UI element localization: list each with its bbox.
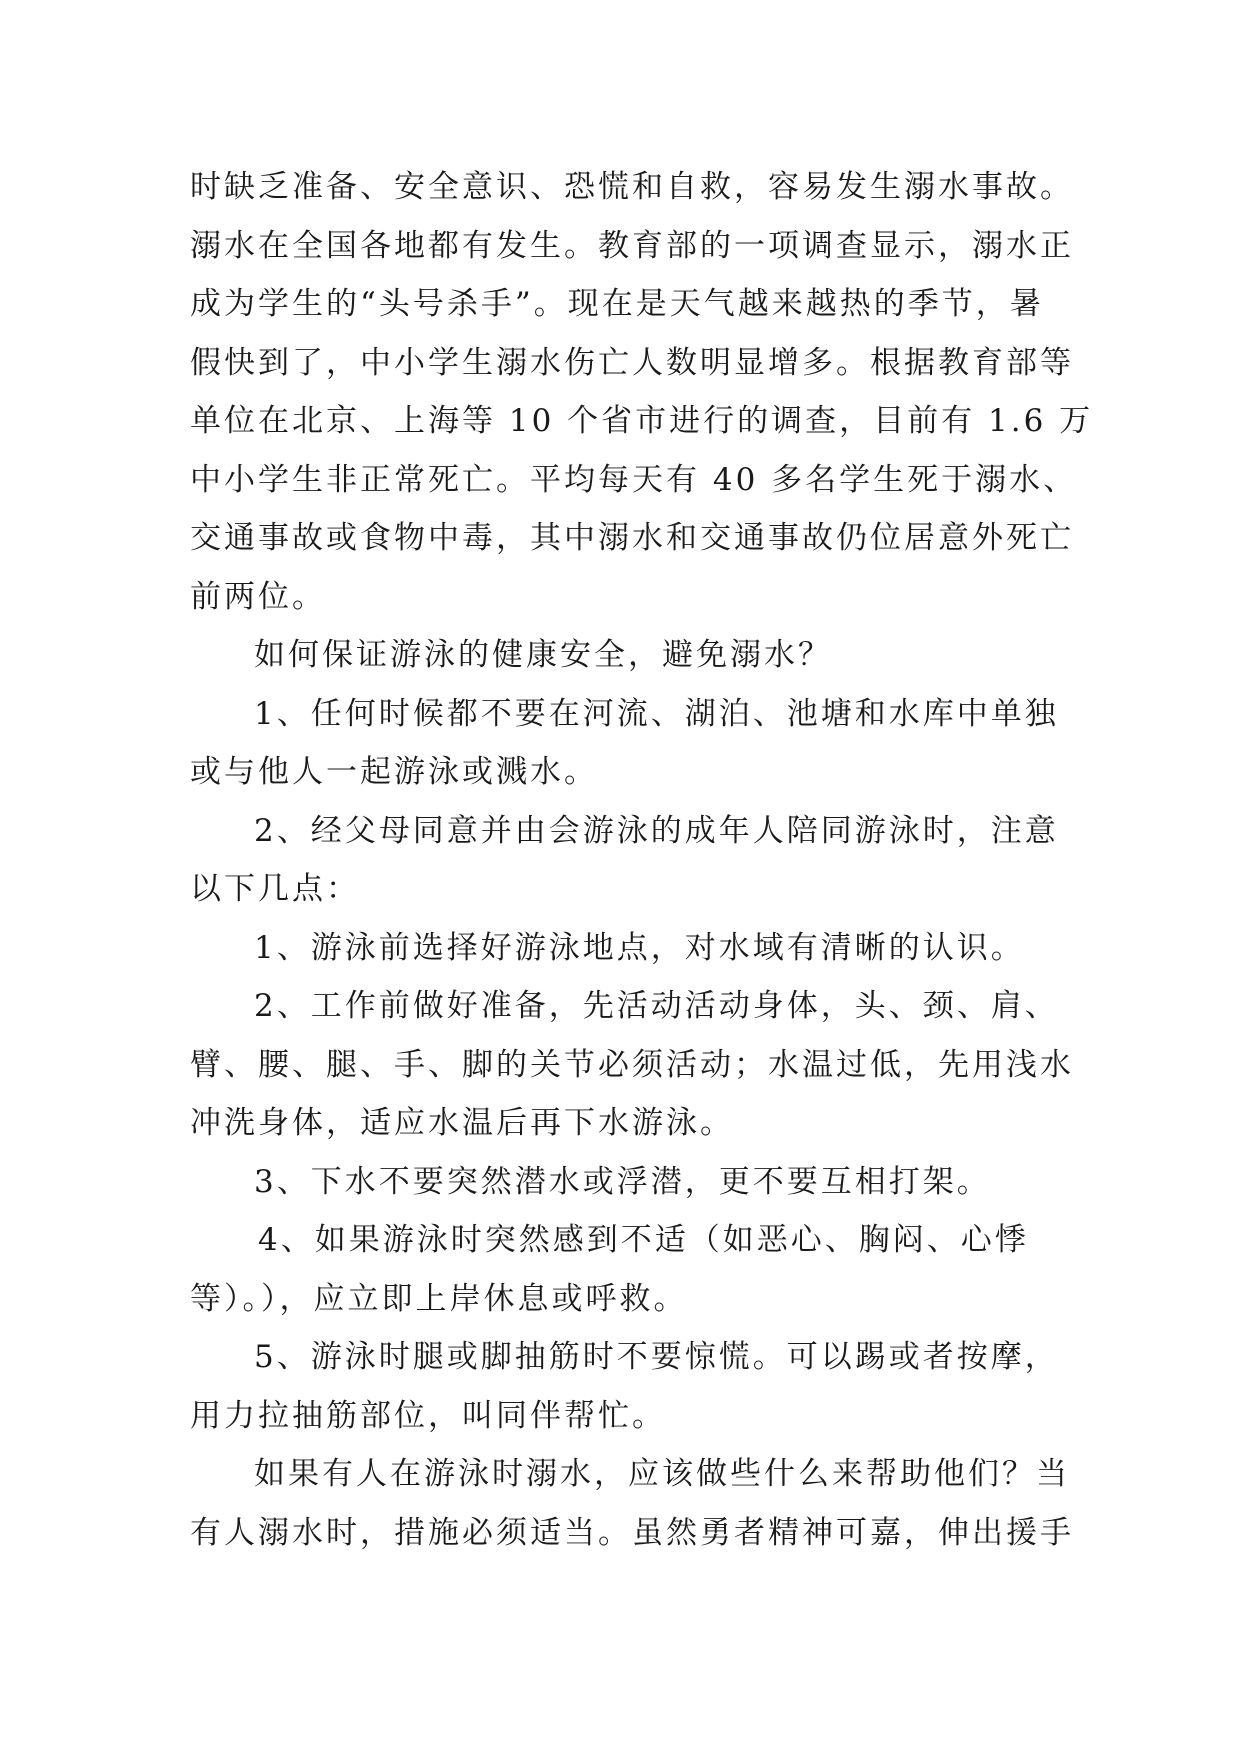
body-text bbox=[190, 158, 1094, 1562]
text-line: 用力拉抽筋部位，叫同伴帮忙。 bbox=[190, 1397, 666, 1434]
text-line: 有人溺水时，措施必须适当。虽然勇者精神可嘉，伸出援手 bbox=[190, 1514, 1074, 1551]
text-line: 或与他人一起游泳或溅水。 bbox=[190, 754, 598, 790]
paragraph-start-line: 3、下水不要突然潜水或浮潜，更不要互相打架。 bbox=[254, 1163, 991, 1200]
paragraph-start-line: 1、游泳前选择好游泳地点，对水域有清晰的认识。 bbox=[254, 929, 1025, 966]
paragraph-start-line: 4、如果游泳时突然感到不适（如恶心、胸闷、心悸 bbox=[258, 1222, 1029, 1258]
text-line: 等）。），应立即上岸休息或呼救。 bbox=[190, 1280, 688, 1317]
text-line: 单位在北京、上海等 10 个省市进行的调查，目前有 1.6 万 bbox=[190, 403, 1094, 439]
text-line: 前两位。 bbox=[190, 578, 326, 615]
paragraph-start-line: 如何保证游泳的健康安全，避免溺水？ bbox=[254, 637, 832, 673]
text-line: 假快到了，中小学生溺水伤亡人数明显增多。根据教育部等 bbox=[190, 344, 1074, 381]
paragraph-start-line: 1、任何时候都不要在河流、湖泊、池塘和水库中单独 bbox=[254, 695, 1059, 732]
text-line: 冲洗身体，适应水温后再下水游泳。 bbox=[190, 1105, 734, 1141]
text-line: 以下几点： bbox=[190, 871, 360, 907]
text-line: 臂、腰、腿、手、脚的关节必须活动；水温过低，先用浅水 bbox=[190, 1046, 1074, 1083]
text-line: 成为学生的“头号杀手”。现在是天气越来越热的季节，暑 bbox=[190, 286, 1044, 322]
paragraph-start-line: 2、经父母同意并由会游泳的成年人陪同游泳时，注意 bbox=[254, 812, 1059, 849]
text-line: 中小学生非正常死亡。平均每天有 40 多名学生死于溺水、 bbox=[190, 461, 1078, 498]
paragraph-start-line: 2、工作前做好准备，先活动活动身体，头、颈、肩、 bbox=[254, 988, 1059, 1024]
text-line: 溺水在全国各地都有发生。教育部的一项调查显示，溺水正 bbox=[190, 227, 1074, 264]
text-line: 时缺乏准备、安全意识、恐慌和自救，容易发生溺水事故。 bbox=[190, 169, 1074, 205]
paragraph-start-line: 如果有人在游泳时溺水，应该做些什么来帮助他们？当 bbox=[254, 1456, 1070, 1492]
text-line: 交通事故或食物中毒，其中溺水和交通事故仍位居意外死亡 bbox=[190, 520, 1074, 556]
paragraph-start-line: 5、游泳时腿或脚抽筋时不要惊慌。可以踢或者按摩， bbox=[254, 1339, 1059, 1375]
